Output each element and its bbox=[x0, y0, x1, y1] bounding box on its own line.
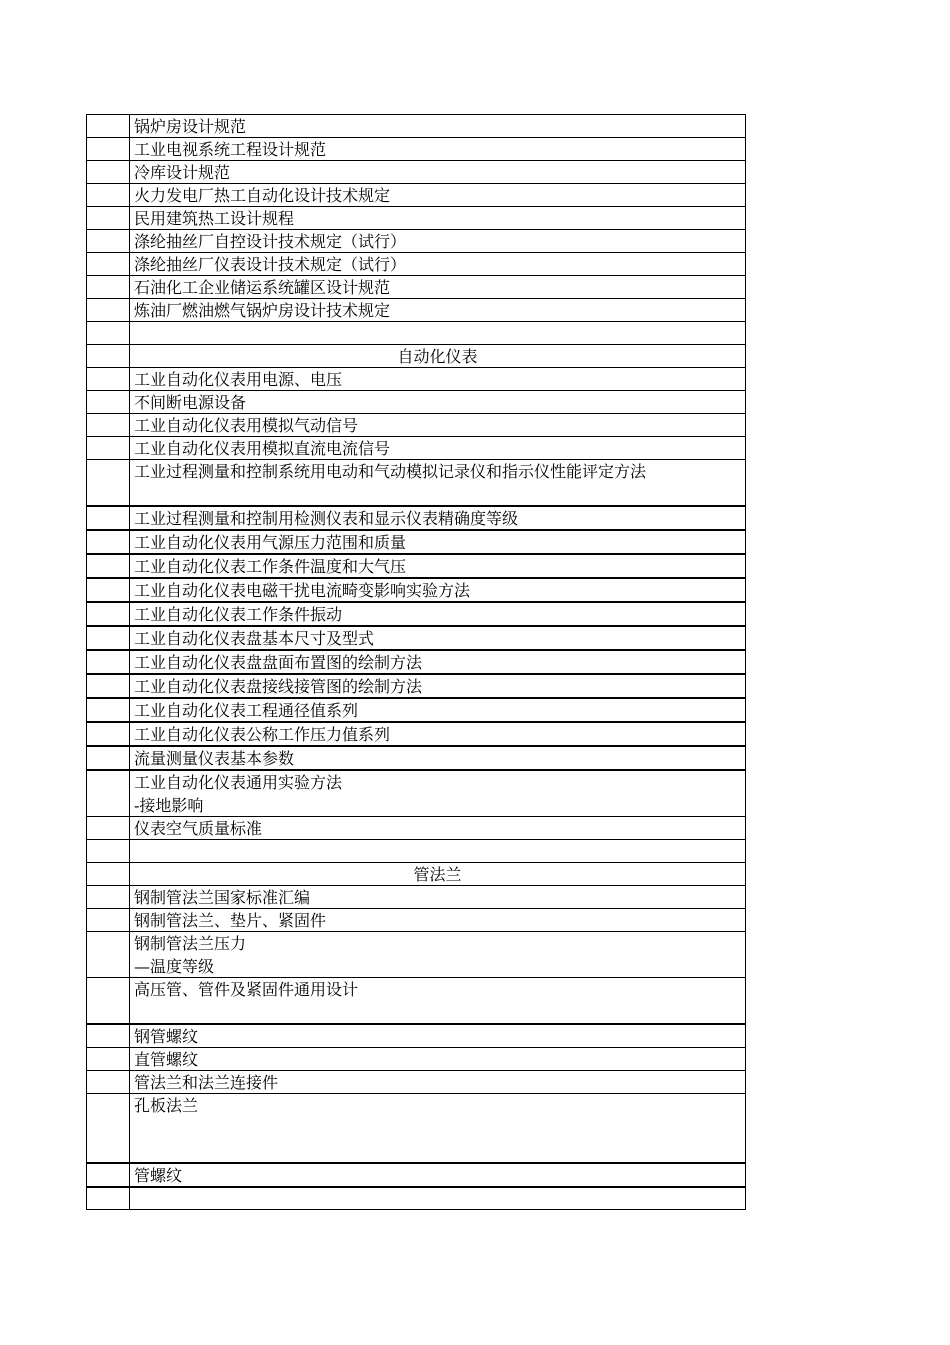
standard-name-cell[interactable] bbox=[130, 322, 745, 344]
table-row bbox=[86, 577, 746, 601]
standard-name-cell[interactable]: 工业自动化仪表用电源、电压 bbox=[134, 370, 343, 389]
standard-name-cell[interactable]: 直管螺纹 bbox=[134, 1050, 199, 1069]
row-index-cell[interactable] bbox=[87, 555, 130, 577]
table-row bbox=[86, 160, 746, 183]
row-index-cell[interactable] bbox=[87, 437, 130, 459]
table-row bbox=[86, 1093, 746, 1162]
row-index-cell[interactable] bbox=[87, 460, 130, 505]
table-row bbox=[86, 977, 746, 1023]
table-row bbox=[86, 931, 746, 977]
standard-name-cell[interactable]: 工业自动化仪表工作条件温度和大气压 bbox=[134, 557, 407, 576]
table-row bbox=[86, 367, 746, 390]
standard-name-cell[interactable]: 涤纶抽丝厂仪表设计技术规定（试行） bbox=[134, 255, 407, 274]
row-index-cell[interactable] bbox=[87, 391, 130, 413]
table-row bbox=[86, 298, 746, 321]
table-row bbox=[86, 885, 746, 908]
spreadsheet-table bbox=[86, 114, 746, 1210]
standard-name-cell[interactable]: 冷库设计规范 bbox=[134, 163, 231, 182]
table-row bbox=[86, 505, 746, 529]
row-index-cell[interactable] bbox=[87, 747, 130, 769]
table-row bbox=[86, 862, 746, 885]
row-index-cell[interactable] bbox=[87, 207, 130, 229]
row-index-cell[interactable] bbox=[87, 817, 130, 839]
table-row bbox=[86, 390, 746, 413]
table-row bbox=[86, 1070, 746, 1093]
table-row bbox=[86, 344, 746, 367]
table-row bbox=[86, 839, 746, 862]
table-row bbox=[86, 413, 746, 436]
row-index-cell[interactable] bbox=[87, 603, 130, 625]
standard-name-cell[interactable]: 工业自动化仪表用气源压力范围和质量 bbox=[134, 533, 407, 552]
row-index-cell[interactable] bbox=[87, 699, 130, 721]
standard-name-cell[interactable]: 工业电视系统工程设计规范 bbox=[134, 140, 327, 159]
standard-name-cell[interactable]: 高压管、管件及紧固件通用设计 bbox=[134, 980, 359, 999]
table-row bbox=[86, 529, 746, 553]
table-row bbox=[86, 625, 746, 649]
table-row bbox=[86, 745, 746, 769]
standard-name-cell[interactable]: 涤纶抽丝厂自控设计技术规定（试行） bbox=[134, 232, 407, 251]
standard-name-cell[interactable]: 孔板法兰 bbox=[134, 1096, 199, 1115]
row-index-cell[interactable] bbox=[87, 299, 130, 321]
table-row bbox=[86, 673, 746, 697]
standard-name-cell[interactable]: 不间断电源设备 bbox=[134, 393, 247, 412]
standard-name-cell[interactable]: 工业自动化仪表工作条件振动 bbox=[134, 605, 343, 624]
row-index-cell[interactable] bbox=[87, 675, 130, 697]
standard-name-cell[interactable]: 工业自动化仪表盘接线接管图的绘制方法 bbox=[134, 677, 423, 696]
row-index-cell[interactable] bbox=[87, 184, 130, 206]
section-heading-cell[interactable]: 管法兰 bbox=[413, 865, 462, 884]
row-index-cell[interactable] bbox=[87, 161, 130, 183]
standard-name-cell[interactable]: 工业自动化仪表用模拟气动信号 bbox=[134, 416, 359, 435]
standard-name-cell[interactable]: 钢制管法兰压力 —温度等级 bbox=[134, 934, 247, 976]
row-index-cell[interactable] bbox=[87, 414, 130, 436]
standard-name-cell[interactable]: 石油化工企业储运系统罐区设计规范 bbox=[134, 278, 391, 297]
table-row bbox=[86, 229, 746, 252]
table-row bbox=[86, 769, 746, 816]
table-row bbox=[86, 275, 746, 298]
standard-name-cell[interactable]: 工业自动化仪表公称工作压力值系列 bbox=[134, 725, 391, 744]
row-index-cell[interactable] bbox=[87, 1071, 130, 1093]
standard-name-cell[interactable] bbox=[130, 1188, 745, 1209]
row-index-cell[interactable] bbox=[87, 368, 130, 390]
standard-name-cell[interactable]: 民用建筑热工设计规程 bbox=[134, 209, 295, 228]
row-index-cell[interactable] bbox=[87, 651, 130, 673]
standard-name-cell[interactable]: 管法兰和法兰连接件 bbox=[134, 1073, 279, 1092]
standard-name-cell[interactable]: 钢制管法兰国家标准汇编 bbox=[134, 888, 311, 907]
row-index-cell[interactable] bbox=[87, 1164, 130, 1186]
table-row bbox=[86, 1047, 746, 1070]
standard-name-cell[interactable]: 仪表空气质量标准 bbox=[134, 819, 263, 838]
table-row bbox=[86, 553, 746, 577]
row-index-cell[interactable] bbox=[87, 531, 130, 553]
row-index-cell[interactable] bbox=[87, 978, 130, 1023]
row-index-cell[interactable] bbox=[87, 1048, 130, 1070]
table-row bbox=[86, 137, 746, 160]
row-index-cell[interactable] bbox=[87, 253, 130, 275]
standard-name-cell[interactable]: 钢制管法兰、垫片、紧固件 bbox=[134, 911, 327, 930]
row-index-cell[interactable] bbox=[87, 507, 130, 529]
standard-name-cell[interactable]: 工业自动化仪表盘盘面布置图的绘制方法 bbox=[134, 653, 423, 672]
table-row bbox=[86, 697, 746, 721]
standard-name-cell[interactable]: 工业过程测量和控制系统用电动和气动模拟记录仪和指示仪性能评定方法 bbox=[134, 462, 647, 481]
standard-name-cell[interactable]: 工业自动化仪表工程通径值系列 bbox=[134, 701, 359, 720]
table-row bbox=[86, 252, 746, 275]
standard-name-cell[interactable]: 工业过程测量和控制用检测仪表和显示仪表精确度等级 bbox=[134, 509, 519, 528]
table-row bbox=[86, 721, 746, 745]
standard-name-cell[interactable]: 工业自动化仪表电磁干扰电流畸变影响实验方法 bbox=[134, 581, 471, 600]
table-row bbox=[86, 114, 746, 137]
row-index-cell[interactable] bbox=[87, 932, 130, 977]
row-index-cell[interactable] bbox=[87, 138, 130, 160]
row-index-cell[interactable] bbox=[87, 886, 130, 908]
table-row bbox=[86, 1023, 746, 1047]
section-heading-cell[interactable]: 自动化仪表 bbox=[397, 347, 478, 366]
standard-name-cell[interactable]: 火力发电厂热工自动化设计技术规定 bbox=[134, 186, 391, 205]
table-row bbox=[86, 183, 746, 206]
row-index-cell[interactable] bbox=[87, 771, 130, 816]
table-row bbox=[86, 908, 746, 931]
standard-name-cell[interactable]: 工业自动化仪表用模拟直流电流信号 bbox=[134, 439, 391, 458]
table-row bbox=[86, 321, 746, 344]
row-index-cell[interactable] bbox=[87, 1188, 130, 1209]
table-row bbox=[86, 816, 746, 839]
standard-name-cell[interactable]: 流量测量仪表基本参数 bbox=[134, 749, 295, 768]
standard-name-cell[interactable]: 炼油厂燃油燃气锅炉房设计技术规定 bbox=[134, 301, 391, 320]
row-index-cell[interactable] bbox=[87, 345, 130, 367]
row-index-cell[interactable] bbox=[87, 627, 130, 649]
standard-name-cell[interactable]: 锅炉房设计规范 bbox=[134, 117, 247, 136]
table-row bbox=[86, 206, 746, 229]
table-row bbox=[86, 1162, 746, 1186]
row-index-cell[interactable] bbox=[87, 579, 130, 601]
row-index-cell[interactable] bbox=[87, 1025, 130, 1047]
table-row bbox=[86, 601, 746, 625]
row-index-cell[interactable] bbox=[87, 1094, 130, 1162]
row-index-cell[interactable] bbox=[87, 909, 130, 931]
row-index-cell[interactable] bbox=[87, 322, 130, 344]
row-index-cell[interactable] bbox=[87, 230, 130, 252]
row-index-cell[interactable] bbox=[87, 723, 130, 745]
standard-name-cell[interactable]: 钢管螺纹 bbox=[134, 1027, 199, 1046]
standard-name-cell[interactable]: 工业自动化仪表盘基本尺寸及型式 bbox=[134, 629, 375, 648]
table-row bbox=[86, 649, 746, 673]
row-index-cell[interactable] bbox=[87, 863, 130, 885]
row-index-cell[interactable] bbox=[87, 276, 130, 298]
table-row bbox=[86, 1186, 746, 1210]
standard-name-cell[interactable]: 工业自动化仪表通用实验方法 -接地影响 bbox=[134, 773, 343, 815]
standard-name-cell[interactable] bbox=[130, 840, 745, 862]
table-row bbox=[86, 436, 746, 459]
row-index-cell[interactable] bbox=[87, 840, 130, 862]
table-row bbox=[86, 459, 746, 505]
row-index-cell[interactable] bbox=[87, 115, 130, 137]
standard-name-cell[interactable]: 管螺纹 bbox=[134, 1166, 183, 1185]
